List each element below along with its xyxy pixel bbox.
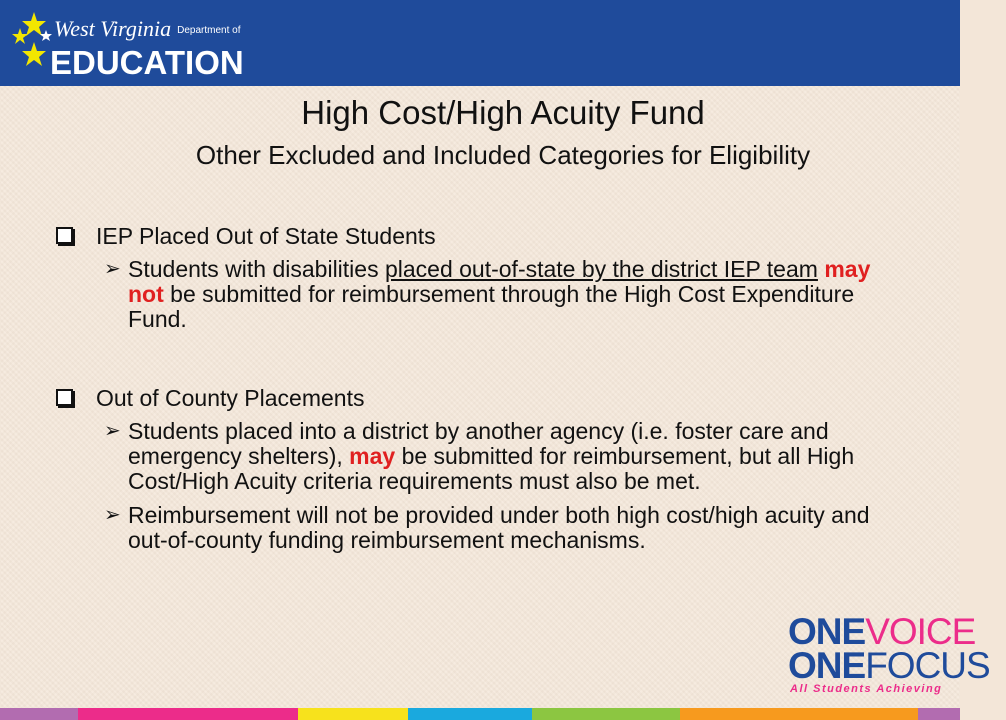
arrow-bullet-icon: ➢ [104,420,121,442]
one-voice-one-focus-logo: ONEVOICE ONEFOCUS All Students Achieving [788,611,990,695]
section-iep-out-of-state [56,222,916,332]
slide-title: High Cost/High Acuity Fund [301,94,705,131]
logo-education-text: EDUCATION [50,44,244,81]
slide-subtitle: Other Excluded and Included Categories for Eligibility [195,140,811,170]
checkbox-bullet-icon [56,227,73,244]
arrow-bullet-icon: ➢ [104,504,121,526]
logo-tagline: All Students Achieving [790,683,943,695]
header-bar [0,0,960,86]
bullet-item: ➢ Reimbursement will not be provided under both high cost/high acuity and out-of-county funding reimbursement mechanisms. [104,502,870,553]
arrow-bullet-icon: ➢ [104,258,121,280]
section-out-of-county [56,384,916,553]
bullet-item: ➢ Students with disabilities placed out-of-state by the district IEP team may not be submitted for reimbursement through the High Cost Expenditure Fund. [104,256,871,332]
section-heading: IEP Placed Out of State Students [56,222,916,250]
checkbox-bullet-icon [56,389,73,406]
wv-education-logo [10,6,260,82]
bullet-item: ➢ Students placed into a district by another agency (i.e. foster care and emergency shelters), may be submitted for reimbursement, but all High Cost/High Acuity criteria requirements must also be met. [104,418,855,494]
section-heading: Out of County Placements [56,384,916,412]
logo-state-name: West Virginia Department of [54,16,241,41]
color-stripe [0,708,960,720]
